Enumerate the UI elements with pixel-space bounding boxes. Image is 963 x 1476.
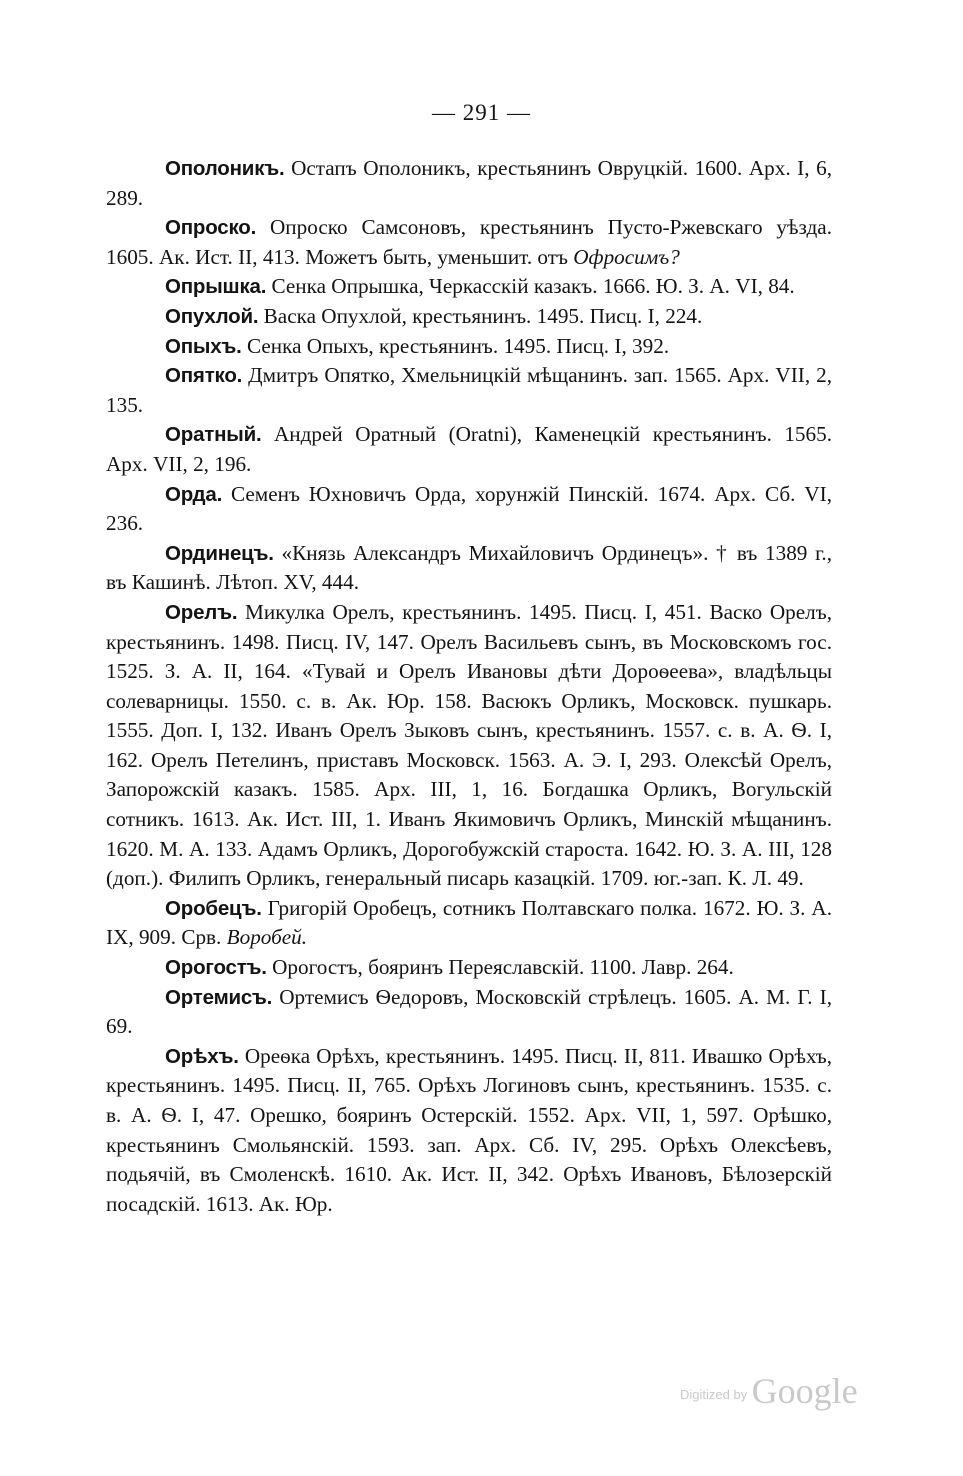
entry-headword: Орда.	[165, 482, 223, 506]
entry-headword: Опятко.	[165, 364, 243, 388]
dictionary-entry	[106, 420, 832, 479]
entry-headword: Орѣхъ.	[165, 1044, 239, 1068]
entry-text: Семенъ Юхновичъ Орда, хорунжій Пинскій. 1674. Арх. Сб. VI, 236.	[106, 481, 832, 536]
entry-cross-reference: Офросимъ?	[573, 244, 680, 269]
entry-headword: Опроско.	[165, 216, 257, 240]
entry-text: Григорій Оробецъ, сотникъ Полтавскаго полка. 1672. Ю. З. А. IX, 909. Срв.	[106, 895, 832, 950]
entry-headword: Ополоникъ.	[165, 157, 285, 180]
dictionary-entry	[106, 480, 832, 539]
dictionary-entry	[106, 361, 832, 420]
entry-text: Васка Опухлой, крестьянинъ. 1495. Писц. I, 224.	[263, 303, 703, 328]
entry-text: Сенка Опрышка, Черкасскій казакъ. 1666. Ю. З. А. VI, 84.	[271, 274, 795, 299]
entry-headword: Орогостъ.	[165, 956, 267, 980]
entry-headword: Оробецъ.	[165, 896, 262, 920]
dictionary-entry	[106, 894, 832, 953]
entry-text: Опроско Самсоновъ, крестьянинъ Пусто-Ржевскаго уѣзда. 1605. Ак. Ист. II, 413. Можетъ быть, уменьшит. отъ	[106, 215, 832, 269]
entry-text: Сенка Опыхъ, крестьянинъ. 1495. Писц. I, 392.	[246, 333, 670, 358]
entry-headword: Орелъ.	[165, 600, 238, 624]
dictionary-entry	[106, 539, 832, 598]
entry-cross-reference: Воробей.	[226, 925, 308, 950]
dictionary-entry	[106, 332, 832, 362]
page-number: — 291 —	[432, 100, 531, 125]
entry-headword: Опухлой.	[165, 304, 259, 328]
entry-text: Ореѳка Орѣхъ, крестьянинъ. 1495. Писц. II, 811. Ивашко Орѣхъ, крестьянинъ. 1495. Писц. II, 765. Орѣхъ Логиновъ сынъ, крестьянинъ. 1535. с. в. А. Ѳ. I, 47. Орешко, бояринъ Остерскій. 1552. Арх. VII, 1, 597. Орѣшко, крестьянинъ Смольянскій. 1593. зап. Арх. Сб. IV, 295. Орѣхъ Олексѣевъ, подьячій, въ Смоленскѣ. 1610. Ак. Ист. II, 342. Орѣхъ Ивановъ, Бѣлозерскій посадскій. 1613. Ак. Юр.	[106, 1043, 832, 1216]
entry-text: Ортемисъ Ѳедоровъ, Московскій стрѣлецъ. 1605. А. М. Г. I, 69.	[106, 984, 832, 1039]
dictionary-entry	[106, 302, 832, 332]
entry-headword: Опыхъ.	[165, 334, 242, 358]
entry-headword: Оратный.	[165, 423, 262, 447]
entry-headword: Опрышка.	[165, 275, 267, 299]
entry-headword: Ординецъ.	[165, 541, 274, 565]
dictionary-entry	[106, 953, 832, 983]
entry-text: Андрей Оратный (Oratni), Каменецкій крестьянинъ. 1565. Арх. VII, 2, 196.	[106, 422, 832, 476]
dictionary-entry	[106, 1042, 832, 1220]
dictionary-entry	[106, 213, 832, 272]
entry-text: «Князь Александръ Михайловичъ Ординецъ». † въ 1389 г., въ Кашинѣ. Лѣтоп. XV, 444.	[106, 540, 833, 595]
entry-text: Орогостъ, бояринъ Переяславскій. 1100. Лавр. 264.	[272, 955, 734, 980]
entry-headword: Ортемисъ.	[165, 985, 273, 1009]
entry-text: Микулка Орелъ, крестьянинъ. 1495. Писц. I, 451. Васко Орелъ, крестьянинъ. 1498. Писц. IV, 147. Орелъ Васильевъ сынъ, въ Московскомъ гос. 1525. З. А. II, 164. «Тувай и Орелъ Ивановы дѣти Дороѳеева», владѣльцы солеварницы. 1550. с. в. Ак. Юр. 158. Васюкъ Орликъ, Московск. пушкарь. 1555. Доп. I, 132. Иванъ Орелъ Зыковъ сынъ, крестьянинъ. 1557. с. в. А. Ѳ. I, 162. Орелъ Петелинъ, приставъ Московск. 1563. А. Э. I, 293. Олексѣй Орелъ, Запорожскій казакъ. 1585. Арх. III, 1, 16. Богдашка Орликъ, Вогульскій сотникъ. 1613. Ак. Ист. III, 1. Иванъ Якимовичъ Орликъ, Минскій мѣщанинъ. 1620. М. А. 133. Адамъ Орликъ, Дорогобужскій староста. 1642. Ю. З. А. III, 128 (доп.). Филипъ Орликъ, генеральный писарь казацкій. 1709. юг.-зап. К. Л. 49.	[106, 599, 833, 891]
google-logo: Google	[751, 1371, 858, 1411]
watermark-prefix: Digitized by	[680, 1387, 748, 1402]
dictionary-entry	[106, 983, 832, 1042]
entry-text: Дмитръ Опятко, Хмельницкій мѣщанинъ. зап. 1565. Арх. VII, 2, 135.	[106, 363, 832, 417]
dictionary-entry	[106, 598, 832, 894]
dictionary-entry	[106, 154, 832, 213]
dictionary-entries	[106, 154, 832, 1219]
digitized-by-google-watermark	[680, 1370, 858, 1412]
dictionary-entry	[106, 272, 832, 302]
entry-text: Остапъ Ополоникъ, крестьянинъ Овруцкій. 1600. Арх. I, 6, 289.	[106, 156, 833, 210]
